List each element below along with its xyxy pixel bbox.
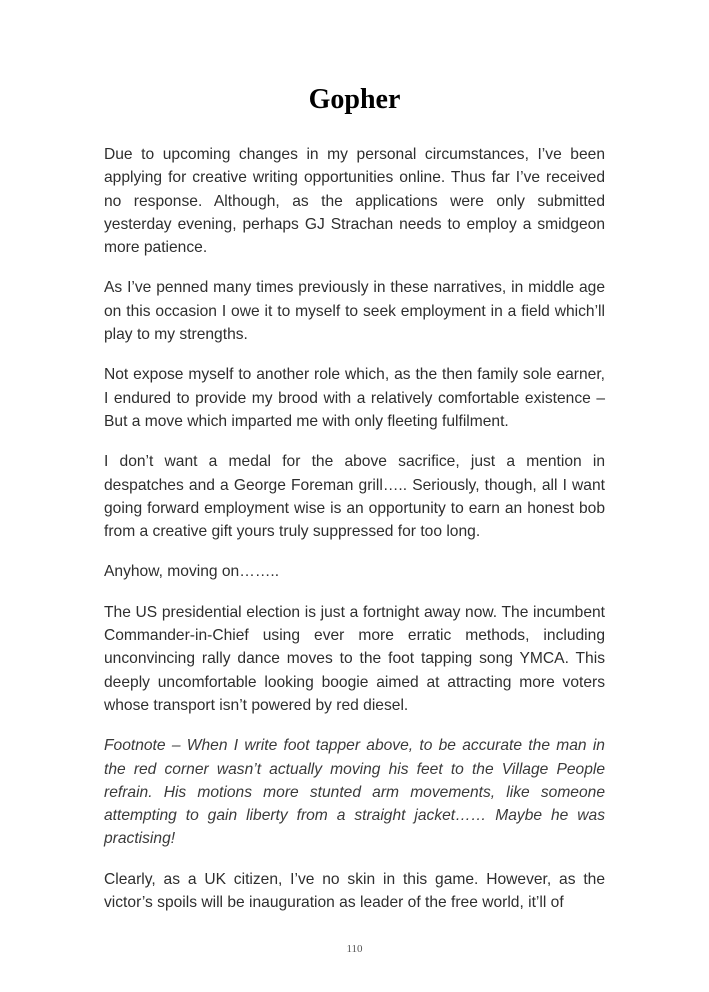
footnote-paragraph: Footnote – When I write foot tapper above, to be accurate the man in the red corner wasn’t actually moving his feet to the Village People refrain. His motions more stunted arm movements, like someone attempting to gain liberty from a straight jacket…… Maybe he was practising! [104,737,605,848]
paragraph-3: Not expose myself to another role which, as the then family sole earner, I endured to provide my brood with a relatively comfortable existence – But a move which imparted me with only fleeting fulfilment. [104,366,605,430]
paragraph-1: Due to upcoming changes in my personal circumstances, I’ve been applying for creative writing opportunities online. Thus far I’ve received no response. Although, as the applications were only submitted yesterday evening, perhaps GJ Strachan needs to employ a smidgeon more patience. [104,146,605,257]
paragraph-6: The US presidential election is just a fortnight away now. The incumbent Commander-in-Chief using ever more erratic methods, including unconvincing rally dance moves to the foot tapping song YMCA. This deeply uncomfortable looking boogie aimed at attracting more voters whose transport isn’t powered by red diesel. [104,603,605,714]
paragraph-4: I don’t want a medal for the above sacrifice, just a mention in despatches and a George Foreman grill….. Seriously, though, all I want going forward employment wise is an opportunity to earn an honest bob from a creative gift yours truly suppressed for too long. [104,453,605,541]
body-text [104,143,605,931]
page-title: Gopher [308,84,401,115]
paragraph-2: As I’ve penned many times previously in these narratives, in middle age on this occasion I owe it to myself to seek employment in a field which’ll play to my strengths. [104,279,605,344]
paragraph-8: Clearly, as a UK citizen, I’ve no skin in this game. However, as the victor’s spoils will be inauguration as leader of the free world, it’ll of [104,870,605,912]
page-number: 110 [346,943,363,955]
paragraph-5: Anyhow, moving on…….. [104,563,280,581]
